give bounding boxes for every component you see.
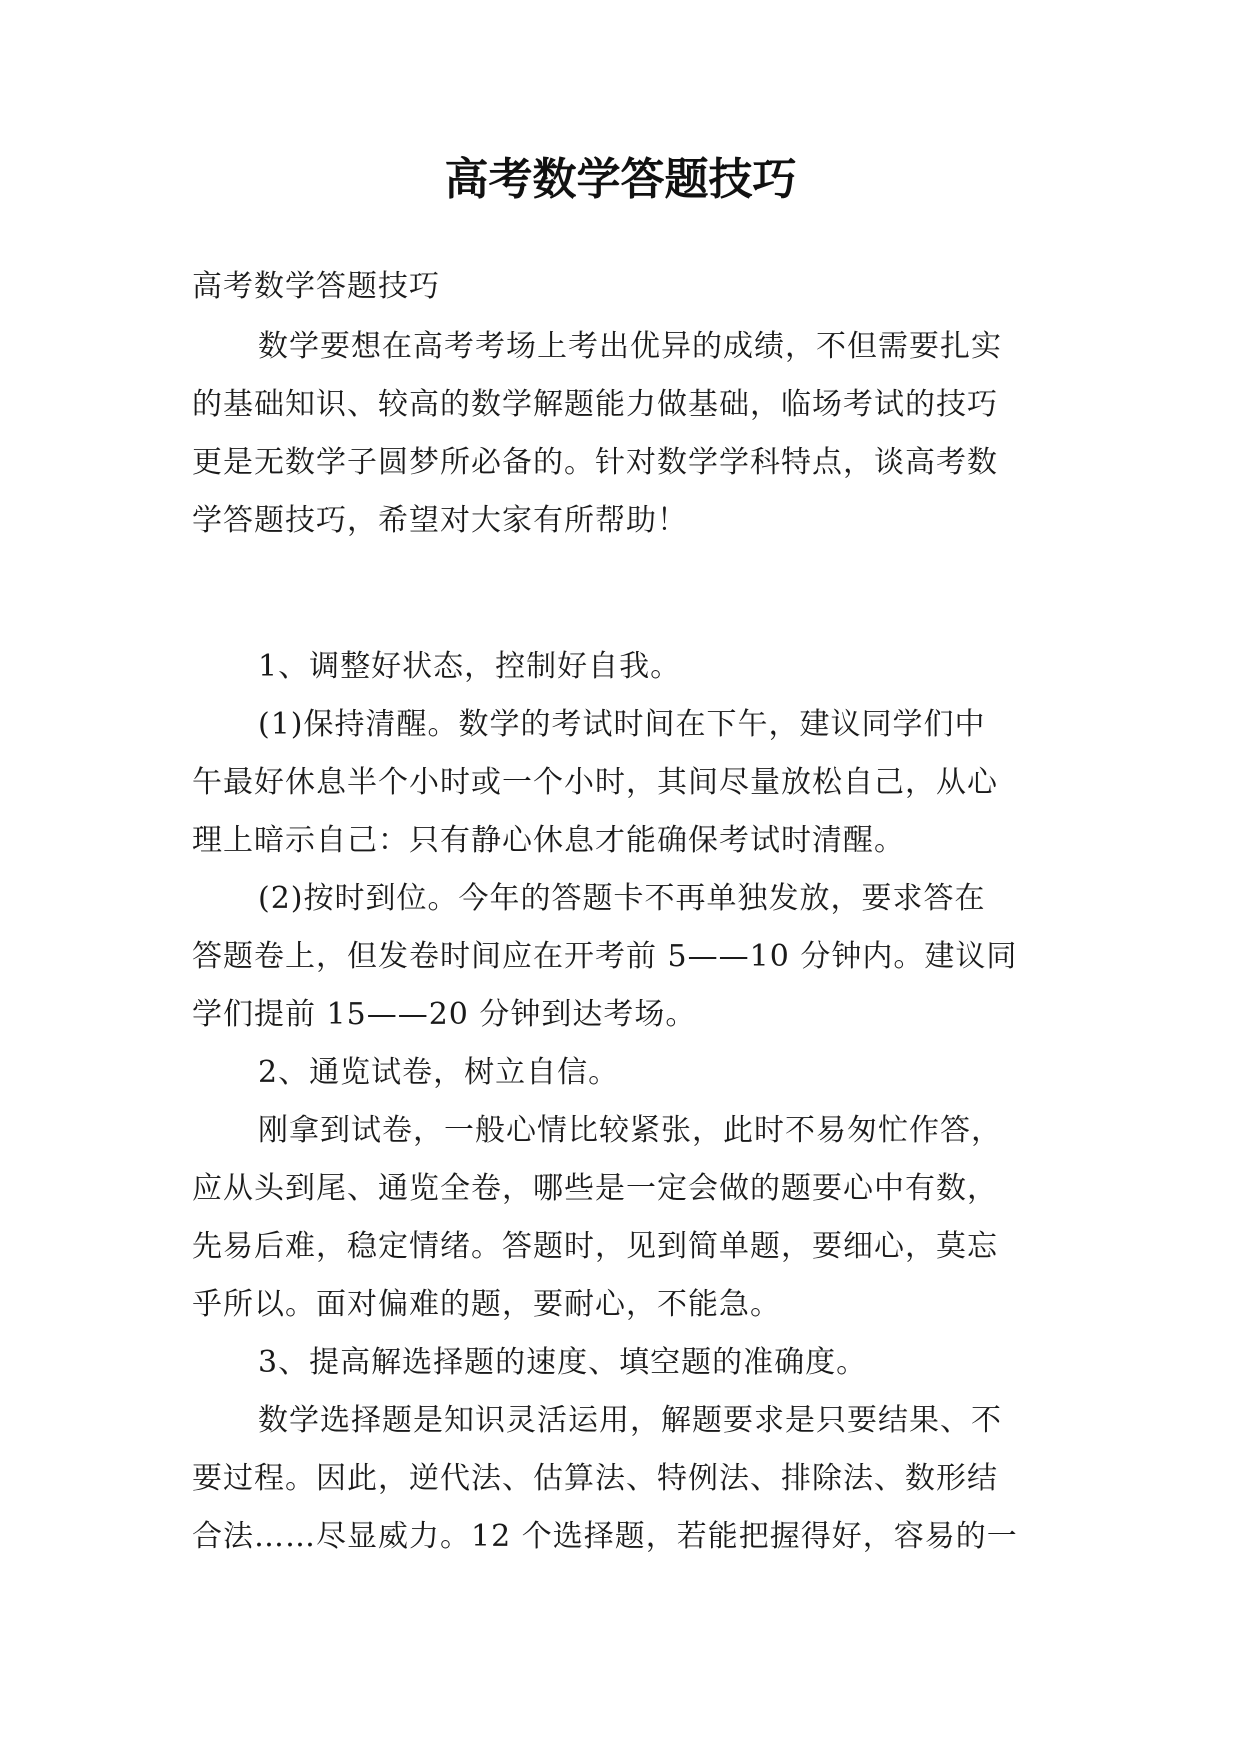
paragraph-line: 数学要想在高考考场上考出优异的成绩，不但需要扎实 <box>258 329 1002 364</box>
paragraph-line: 先易后难，稳定情绪。答题时，见到简单题，要细心，莫忘 <box>192 1229 998 1264</box>
subtitle-line: 高考数学答题技巧 <box>192 269 440 304</box>
paragraph-line: 更是无数学子圆梦所必备的。针对数学学科特点，谈高考数 <box>192 445 998 480</box>
paragraph-line: 答题卷上，但发卷时间应在开考前 5——10 分钟内。建议同 <box>192 939 1018 974</box>
section-heading: 2、通览试卷，树立自信。 <box>258 1055 620 1090</box>
paragraph-line: 要过程。因此，逆代法、估算法、特例法、排除法、数形结 <box>192 1461 998 1496</box>
paragraph-line: 合法……尽显威力。12 个选择题，若能把握得好，容易的一 <box>192 1519 1018 1554</box>
section-heading: 1、调整好状态，控制好自我。 <box>258 649 682 684</box>
paragraph-line: (2)按时到位。今年的答题卡不再单独发放，要求答在 <box>258 881 986 916</box>
paragraph-line: 数学选择题是知识灵活运用，解题要求是只要结果、不 <box>258 1403 1002 1438</box>
paragraph-line: 午最好休息半个小时或一个小时，其间尽量放松自己，从心 <box>192 765 998 800</box>
paragraph-line: 学答题技巧，希望对大家有所帮助！ <box>192 503 688 538</box>
section-heading: 3、提高解选择题的速度、填空题的准确度。 <box>258 1345 868 1380</box>
paragraph-line: 理上暗示自己：只有静心休息才能确保考试时清醒。 <box>192 823 905 858</box>
paragraph-line: 的基础知识、较高的数学解题能力做基础，临场考试的技巧 <box>192 387 998 422</box>
paragraph-line: 刚拿到试卷，一般心情比较紧张，此时不易匆忙作答， <box>258 1113 1002 1148</box>
paragraph-line: 学们提前 15——20 分钟到达考场。 <box>192 997 697 1032</box>
paragraph-line: 应从头到尾、通览全卷，哪些是一定会做的题要心中有数， <box>192 1171 998 1206</box>
document-title: 高考数学答题技巧 <box>444 154 797 205</box>
paragraph-line: (1)保持清醒。数学的考试时间在下午，建议同学们中 <box>258 707 986 742</box>
paragraph-line: 乎所以。面对偏难的题，要耐心，不能急。 <box>192 1287 781 1322</box>
